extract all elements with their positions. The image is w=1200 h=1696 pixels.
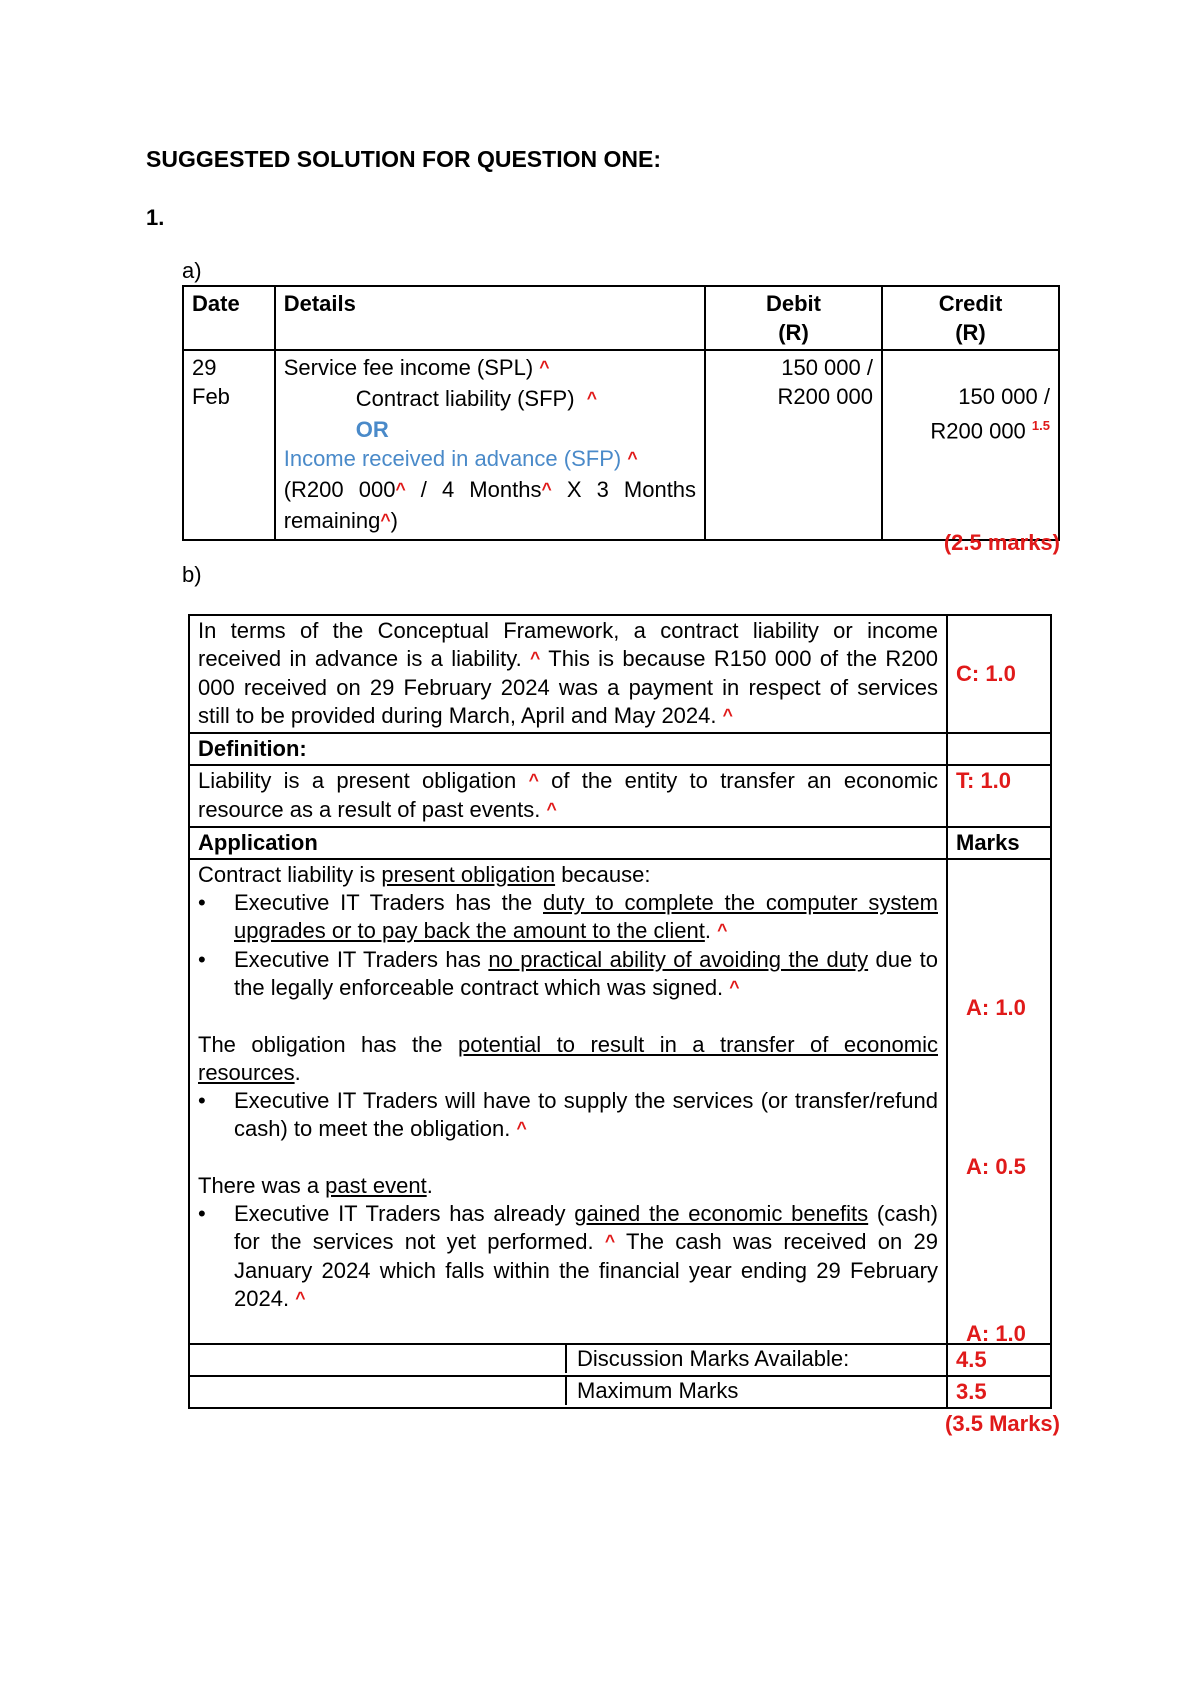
application-row: [189, 859, 1051, 1344]
application-marks: [947, 859, 1051, 1344]
part-b-label: b): [182, 562, 202, 587]
intro-text: In terms of the Conceptual Framework, a contract liability or income received in advance is a liability. ^ This is because R150 000 of the R200 000 received on 29 February 2024 was a payment in respect of services still to be provided during March, April and May 2024. ^: [189, 615, 947, 733]
list-item: • Executive IT Traders will have to supply the services (or transfer/refund cash) to meet the obligation. ^: [198, 1088, 938, 1141]
credit-mark: 1.5: [1031, 418, 1050, 433]
application-mark-2: A: 0.5: [966, 1154, 1026, 1179]
header-date: Date: [183, 286, 275, 350]
debit-amount: 150 000 / R200 000: [705, 350, 882, 540]
application-text: Contract liability is present obligation because: • Executive IT Traders has the duty to complete the computer system upgrades or to pay back the amount to the client. ^ • Executive IT Traders has no practical ability of avoiding the duty due to the legally enforceable contract which was signed. ^ The obligation has the potential to result in a transfer of economic resources. • Executive IT Traders will have to supply the services (or transfer/refund cash) to meet the obligation. ^ There was a past event. • Executive IT Traders has already gained the economic benefits (cash) for the services not yet performed. ^ The cash was received on 29 January 2024 which falls within the financial year ending 29 February 2024. ^: [189, 859, 947, 1344]
journal-header-row: [183, 286, 1059, 350]
discussion-marks-row: [189, 1344, 1051, 1376]
intro-mark: C: 1.0: [947, 615, 1051, 733]
intro-row: [189, 615, 1051, 733]
header-credit: Credit (R): [882, 286, 1059, 350]
debit-account: Service fee income (SPL): [283, 355, 534, 380]
calculation-text: (R200 000^ / 4 Months^ X 3 Months remaining^): [283, 477, 697, 533]
list-item: • Executive IT Traders has already gained the economic benefits (cash) for the services not yet performed. ^ The cash was received on 29 January 2024 which falls within the financial year ending 29 February 2024. ^: [198, 1201, 938, 1311]
application-label: Application: [189, 827, 947, 859]
marks-label: Marks: [947, 827, 1051, 859]
application-mark-3: A: 1.0: [966, 1321, 1026, 1346]
application-header-row: [189, 827, 1051, 859]
header-details: Details: [275, 286, 705, 350]
definition-label: Definition:: [189, 733, 947, 765]
credit-amount: 150 000 / R200 000 $^{1.5}$: [882, 350, 1059, 540]
part-b-marks: (3.5 Marks): [945, 1411, 1060, 1436]
definition-label-row: [189, 733, 1051, 765]
page-heading: SUGGESTED SOLUTION FOR QUESTION ONE:: [146, 146, 661, 172]
application-mark-1: A: 1.0: [966, 995, 1026, 1020]
definition-row: [189, 765, 1051, 827]
journal-row: [183, 350, 1059, 540]
journal-entry-table: [182, 285, 1060, 541]
question-number: 1.: [146, 205, 165, 230]
header-debit: Debit (R): [705, 286, 882, 350]
entry-date: 29 Feb: [183, 350, 275, 540]
discussion-marks-value: 4.5: [947, 1344, 1051, 1376]
maximum-marks-row: [189, 1376, 1051, 1408]
maximum-marks-label: Maximum Marks: [577, 1378, 739, 1403]
credit-account: Contract liability (SFP) ^: [355, 386, 598, 411]
part-a-marks: (2.5 marks): [943, 530, 1060, 555]
alt-credit-account: Income received in advance (SFP): [283, 446, 622, 471]
list-item: • Executive IT Traders has no practical ability of avoiding the duty due to the legally enforceable contract which was signed. ^: [198, 947, 939, 1000]
entry-details: Service fee income (SPL) ^ Contract liability (SFP) ^ OR Income received in advance (SFP) ^ (R200 000^ / 4 Months^ X 3 Months remaining^): [275, 350, 705, 540]
definition-text: Liability is a present obligation ^ of the entity to transfer an economic resource as a result of past events. ^: [189, 765, 947, 827]
or-label: OR: [355, 417, 389, 442]
discussion-table: [188, 614, 1052, 1409]
part-a-label: a): [182, 258, 202, 283]
maximum-marks-value: 3.5: [947, 1376, 1051, 1408]
discussion-marks-label: Discussion Marks Available:: [577, 1346, 850, 1371]
definition-mark: T: 1.0: [947, 765, 1051, 827]
list-item: • Executive IT Traders has the duty to complete the computer system upgrades or to pay back the amount to the client. ^: [198, 890, 938, 943]
